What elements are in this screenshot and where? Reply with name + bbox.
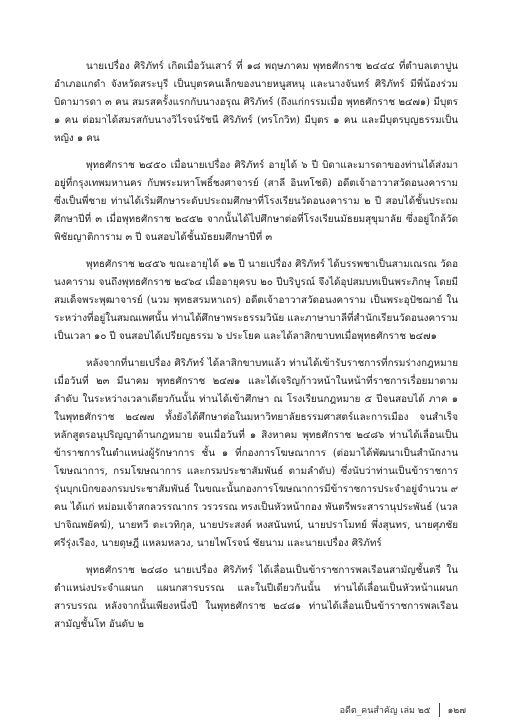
footer-divider: [439, 703, 440, 717]
paragraph-career: หลังจากที่นายเปรื่อง ศิริภัทร์ ได้ลาสิกขาบทแล้ว ท่านได้เข้ารับราชการที่กรมร่างกฎหมาย เมื่อวันที่ ๒๓ มีนาคม พุทธศักราช ๒๔๗๑ และได้เจริญก้าวหน้าในหน้าที่ราชการเรื่อยมาตามลำดับ ในระหว่างเวลาเดียวกันนั้น ท่านได้เข้าศึกษา ณ โรงเรียนกฎหมาย ๕ ปีจนสอบได้ ภาค ๑ ในพุทธศักราช ๒๔๗๗ ทั้งยังได้ศึกษาต่อในมหาวิทยาลัยธรรมศาสตร์และการเมือง จนสำเร็จหลักสูตรอนุปริญญาด้านกฎหมาย จนเมื่อวันที่ ๑ สิงหาคม พุทธศักราช ๒๔๘๖ ท่านได้เลื่อนเป็นข้าราชการในตำแหน่งผู้รักษาการ ชั้น ๑ ที่กองการโฆษณาการ (ต่อมาได้พัฒนาเป็นสำนักงานโฆษณาการ, กรมโฆษณาการ และกรมประชาสัมพันธ์ ตามลำดับ) ซึ่งนับว่าท่านเป็นข้าราชการรุ่นบุกเบิกของกรมประชาสัมพันธ์ ในขณะนั้นกองการโฆษณาการมีข้าราชการประจำอยู่จำนวน ๙ คน ได้แก่ หม่อมเจ้าสกลวรรณากร วรวรรณ ทรงเป็นหัวหน้ากอง พันตรีพระสารานุประพันธ์ (นวล ปาจิณพยัคฆ์), นายทวี ตะเวทิกุล, นายประสงค์ หงสนันทน์, นายปราโมทย์ พึ่งสุนทร, นายศุภชัย ศรีรุ่งเรือง, นายดุษฎี แหลมหลวง, นายไพโรจน์ ชัยนาม และนายเปรื่อง ศิริภัทร์: [54, 358, 458, 549]
page-footer: [340, 703, 466, 717]
page-number: ๑๒๗: [447, 706, 466, 716]
paragraph-birth: นายเปรื่อง ศิริภัทร์ เกิดเมื่อวันเสาร์ ที่ ๑๘ พฤษภาคม พุทธศักราช ๒๔๔๔ ที่ตำบลเตาปูน อำเภอแกดำ จังหวัดสระบุรี เป็นบุตรคนเล็กของนายหนูสหนุ และนางจันทร์ ศิริภัทร์ มีพี่น้องร่วมบิดามารดา ๓ คน สมรสครั้งแรกกับนางอรุณ ศิริภัทร์ (ถึงแก่กรรมเมื่อ พุทธศักราช ๒๔๗๑) มีบุตร ๑ คน ต่อมาได้สมรสกับนางวิไรจน์รัชนี ศิริภัทร์ (ทรโกวิท) มีบุตร ๑ คน และมีบุตรบุญธรรมเป็นหญิง ๑ คน: [54, 61, 458, 144]
paragraph-promotion: พุทธศักราช ๒๔๘๐ นายเปรื่อง ศิริภัทร์ ได้เลื่อนเป็นข้าราชการพลเรือนสามัญชั้นตรี ในตำแหน่งประจำแผนก แผนกสารบรรณ และในปีเดียวกันนั้น ท่านได้เลื่อนเป็นหัวหน้าแผนกสารบรรณ หลังจากนั้นเพียงหนึ่งปี ในพุทธศักราช ๒๔๘๑ ท่านได้เลื่อนเป็นข้าราชการพลเรือนสามัญชั้นโท อันดับ ๒: [54, 565, 458, 630]
paragraph-ordination: พุทธศักราช ๒๔๕๖ ขณะอายุได้ ๑๒ ปี นายเปรื่อง ศิริภัทร์ ได้บรรพชาเป็นสามเณรณ วัดอนงคาราม จนถึงพุทธศักราช ๒๔๖๔ เมื่ออายุครบ ๒๐ ปีบริบูรณ์ จึงได้อุปสมบทเป็นพระภิกษุ โดยมีสมเด็จพระพุฒาจารย์ (นวม พุทธสรมหาเถร) อดีตเจ้าอาวาสวัดอนงคาราม เป็นพระอุปัชฌาย์ ในระหว่างที่อยู่ในสมณเพศนั้น ท่านได้ศึกษาพระธรรมวินัย และภาษาบาลีที่สำนักเรียนวัดอนงคารามเป็นเวลา ๑๐ ปี จนสอบได้เปรียญธรรม ๖ ประโยค และได้ลาสิกขาบทเมื่อพุทธศักราช ๒๔๗๑: [54, 259, 458, 342]
paragraph-education: พุทธศักราช ๒๔๕๐ เมื่อนายเปรื่อง ศิริภัทร์ อายุได้ ๖ ปี บิดาและมารดาของท่านได้ส่งมาอยู่ที่กรุงเทพมหานคร กับพระมหาโพธิ์ชงศาจารย์ (สาลี อินทโชติ) อดีตเจ้าอาวาสวัดอนงคาราม ซึ่งเป็นพี่ชาย ท่านได้เริ่มศึกษาระดับประถมศึกษาที่โรงเรียนวัดอนงคาราม ๒ ปี สอบได้ชั้นประถมศึกษาปีที่ ๓ เมื่อพุทธศักราช ๒๔๕๒ จากนั้นได้ไปศึกษาต่อที่โรงเรียนมัธยมสุขุมาลัย ซึ่งอยู่ใกล้วัดพิชัยญาติการาม ๓ ปี จนสอบได้ชั้นมัธยมศึกษาปีที่ ๓: [54, 160, 458, 243]
footer-title: อดีต_คนสำคัญ เล่ม ๒๕: [339, 706, 431, 716]
